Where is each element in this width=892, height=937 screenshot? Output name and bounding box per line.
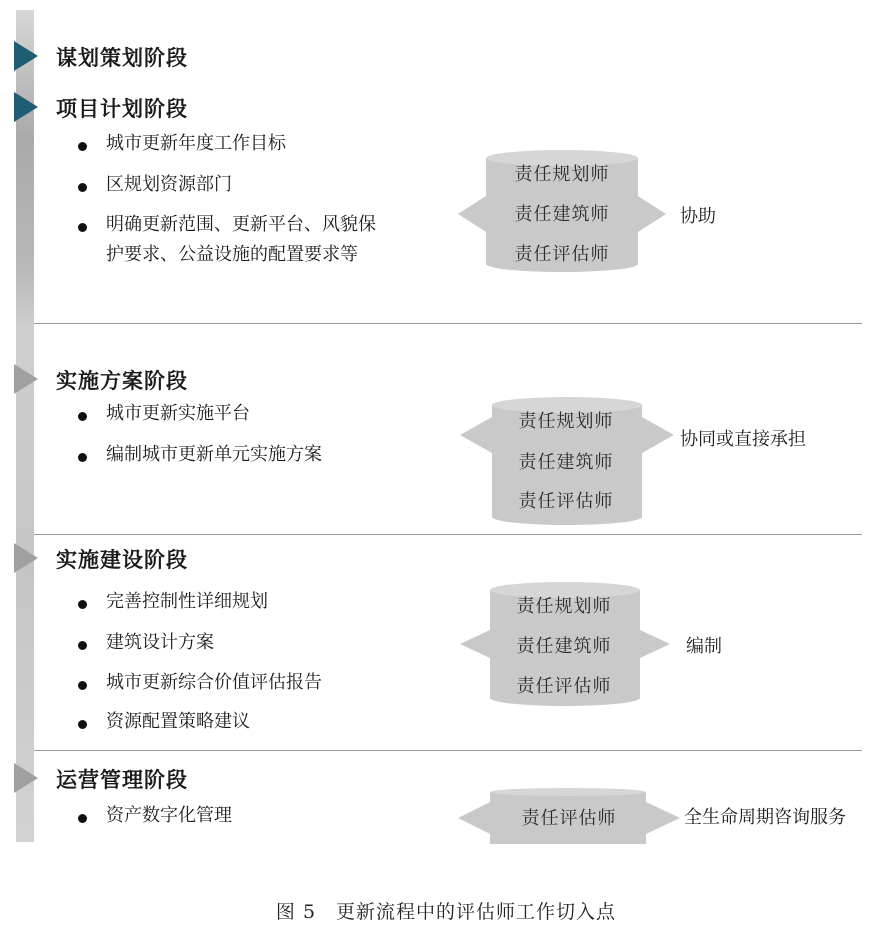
action-label: 协同或直接承担 — [680, 429, 806, 450]
bullet-text: 完善控制性详细规划 — [106, 591, 268, 612]
bullet-text: 城市更新实施平台 — [106, 403, 250, 424]
phase-title: 实施方案阶段 — [56, 369, 188, 393]
list-item — [78, 215, 376, 270]
role-label: 责任规划师 — [516, 596, 612, 617]
bullet-text-continued: 护要求、公益设施的配置要求等 — [106, 244, 358, 265]
list-item — [78, 404, 250, 429]
role-label: 责任规划师 — [518, 411, 614, 432]
bullet-text: 区规划资源部门 — [106, 174, 232, 195]
bullet-icon — [78, 183, 87, 192]
bullet-text: 编制城市更新单元实施方案 — [106, 444, 322, 465]
divider — [34, 750, 862, 751]
bullet-icon — [78, 142, 87, 151]
role-label: 责任规划师 — [514, 164, 610, 185]
bullet-icon — [78, 720, 87, 729]
list-item — [78, 445, 322, 470]
list-item — [78, 712, 250, 737]
phase-title: 运营管理阶段 — [56, 768, 188, 792]
bullet-text: 资产数字化管理 — [106, 805, 232, 826]
bullet-icon — [78, 681, 87, 690]
triangle-arrow-icon — [14, 763, 38, 793]
role-box — [456, 395, 676, 527]
bullet-text: 资源配置策略建议 — [106, 711, 250, 732]
phase-title: 项目计划阶段 — [56, 97, 188, 121]
role-label: 责任评估师 — [521, 808, 617, 829]
bullet-icon — [78, 814, 87, 823]
role-label: 责任评估师 — [514, 244, 610, 265]
action-label: 协助 — [680, 206, 716, 227]
bullet-text: 建筑设计方案 — [106, 632, 214, 653]
role-box — [456, 146, 668, 276]
bullet-icon — [78, 600, 87, 609]
bullet-icon — [78, 412, 87, 421]
role-label: 责任建筑师 — [514, 204, 610, 225]
list-item — [78, 806, 232, 831]
role-label: 责任评估师 — [518, 491, 614, 512]
list-item — [78, 175, 232, 200]
triangle-arrow-icon — [14, 543, 38, 573]
figure-caption: 图 5 更新流程中的评估师工作切入点 — [275, 901, 617, 923]
role-label: 责任建筑师 — [516, 636, 612, 657]
role-box — [456, 580, 672, 708]
phase-title: 谋划策划阶段 — [56, 46, 188, 70]
list-item — [78, 134, 286, 159]
divider — [34, 323, 862, 324]
list-item — [78, 633, 214, 658]
triangle-arrow-icon — [14, 41, 38, 71]
role-label: 责任评估师 — [516, 676, 612, 697]
bullet-text: 明确更新范围、更新平台、风貌保 — [106, 214, 376, 235]
action-label: 编制 — [686, 636, 722, 657]
bullet-icon — [78, 453, 87, 462]
triangle-arrow-icon — [14, 92, 38, 122]
bullet-icon — [78, 223, 87, 232]
phase-title: 实施建设阶段 — [56, 548, 188, 572]
action-label: 全生命周期咨询服务 — [684, 807, 846, 828]
triangle-arrow-icon — [14, 364, 38, 394]
bullet-text: 城市更新年度工作目标 — [106, 133, 286, 154]
list-item — [78, 673, 322, 698]
list-item — [78, 592, 268, 617]
bullet-text: 城市更新综合价值评估报告 — [106, 672, 322, 693]
role-label: 责任建筑师 — [518, 452, 614, 473]
timeline-bar — [16, 10, 34, 842]
bullet-icon — [78, 641, 87, 650]
divider — [34, 534, 862, 535]
role-box — [456, 788, 682, 850]
